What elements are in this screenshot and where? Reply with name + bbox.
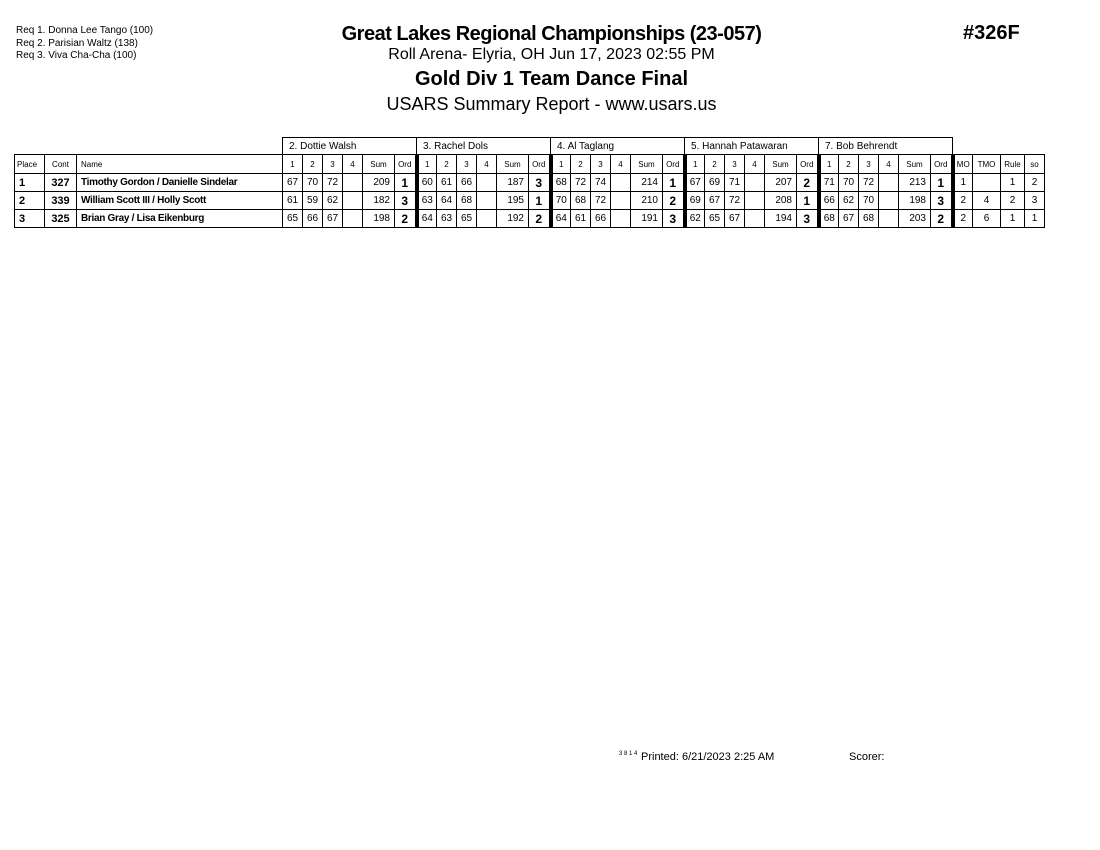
score-cell [611, 192, 631, 210]
judge-header: 5. Hannah Patawaran [685, 138, 819, 155]
scorer-label: Scorer: [849, 751, 885, 763]
score-cell: 70 [859, 192, 879, 210]
mo-cell: 2 [953, 210, 973, 228]
col-score-1: 1 [819, 155, 839, 174]
score-cell: 61 [571, 210, 591, 228]
col-score-3: 3 [457, 155, 477, 174]
report-header [300, 22, 803, 116]
col-score-2: 2 [303, 155, 323, 174]
ordinal-cell: 3 [529, 174, 551, 192]
col-score-3: 3 [859, 155, 879, 174]
score-cell: 69 [705, 174, 725, 192]
so-cell: 1 [1025, 210, 1045, 228]
score-cell: 67 [725, 210, 745, 228]
place-cell: 3 [15, 210, 45, 228]
col-score-3: 3 [725, 155, 745, 174]
score-cell: 70 [303, 174, 323, 192]
col-sum: Sum [631, 155, 663, 174]
sum-cell: 203 [899, 210, 931, 228]
col-tmo: TMO [973, 155, 1001, 174]
place-cell: 2 [15, 192, 45, 210]
sum-cell: 182 [363, 192, 395, 210]
score-cell: 63 [437, 210, 457, 228]
score-cell [745, 192, 765, 210]
col-cont: Cont [45, 155, 77, 174]
score-cell [477, 174, 497, 192]
sum-cell: 195 [497, 192, 529, 210]
score-cell: 72 [725, 192, 745, 210]
score-cell [611, 174, 631, 192]
score-cell: 66 [303, 210, 323, 228]
col-score-1: 1 [417, 155, 437, 174]
sum-cell: 213 [899, 174, 931, 192]
score-cell: 62 [839, 192, 859, 210]
col-place: Place [15, 155, 45, 174]
footer-code: 3 8 1 4 [619, 751, 638, 757]
event-name: Gold Div 1 Team Dance Final [414, 68, 689, 90]
score-cell: 68 [551, 174, 571, 192]
score-cell: 67 [685, 174, 705, 192]
judge-header: 2. Dottie Walsh [283, 138, 417, 155]
judge-header: 7. Bob Behrendt [819, 138, 953, 155]
table-row [15, 192, 1045, 210]
col-score-1: 1 [685, 155, 705, 174]
score-cell: 63 [417, 192, 437, 210]
score-cell [343, 210, 363, 228]
ordinal-cell: 1 [931, 174, 953, 192]
skater-names: Timothy Gordon / Danielle Sindelar [77, 174, 283, 192]
score-cell: 66 [457, 174, 477, 192]
ordinal-cell: 2 [529, 210, 551, 228]
requirements-list [16, 25, 153, 63]
score-cell: 61 [437, 174, 457, 192]
score-cell: 64 [551, 210, 571, 228]
score-cell: 70 [839, 174, 859, 192]
printed-timestamp: Printed: 6/21/2023 2:25 AM [641, 751, 775, 763]
score-cell: 67 [705, 192, 725, 210]
col-score-1: 1 [551, 155, 571, 174]
requirement-2: Req 2. Parisian Waltz (138) [16, 37, 138, 49]
ordinal-cell: 3 [395, 192, 417, 210]
score-cell: 62 [685, 210, 705, 228]
rule-cell: 1 [1001, 174, 1025, 192]
score-cell: 67 [323, 210, 343, 228]
col-score-2: 2 [571, 155, 591, 174]
score-cell: 62 [323, 192, 343, 210]
score-cell [879, 192, 899, 210]
score-cell [343, 174, 363, 192]
col-score-4: 4 [745, 155, 765, 174]
score-cell [879, 210, 899, 228]
competition-title: Great Lakes Regional Championships (23-057) [341, 23, 762, 45]
report-name: USARS Summary Report - www.usars.us [386, 94, 717, 114]
score-cell: 72 [591, 192, 611, 210]
sum-cell: 198 [363, 210, 395, 228]
ordinal-cell: 1 [529, 192, 551, 210]
table-row [15, 174, 1045, 192]
ordinal-cell: 3 [931, 192, 953, 210]
ordinal-cell: 1 [797, 192, 819, 210]
judges-header-row [15, 138, 1045, 155]
score-cell: 72 [859, 174, 879, 192]
score-cell: 71 [725, 174, 745, 192]
score-cell [477, 192, 497, 210]
col-ord: Ord [663, 155, 685, 174]
col-score-4: 4 [879, 155, 899, 174]
venue-date: Roll Arena- Elyria, OH Jun 17, 2023 02:55 PM [388, 46, 715, 63]
requirement-1: Req 1. Donna Lee Tango (100) [16, 25, 154, 36]
col-mo: MO [953, 155, 973, 174]
score-cell: 65 [705, 210, 725, 228]
score-cell: 72 [323, 174, 343, 192]
score-cell: 59 [303, 192, 323, 210]
col-ord: Ord [797, 155, 819, 174]
col-so: so [1025, 155, 1045, 174]
ordinal-cell: 2 [395, 210, 417, 228]
contestant-number: 325 [45, 210, 77, 228]
skater-names: Brian Gray / Lisa Eikenburg [77, 210, 283, 228]
col-score-4: 4 [611, 155, 631, 174]
ordinal-cell: 2 [663, 192, 685, 210]
score-cell: 66 [819, 192, 839, 210]
rule-cell: 1 [1001, 210, 1025, 228]
requirement-3: Req 3. Viva Cha-Cha (100) [16, 50, 137, 61]
sum-cell: 210 [631, 192, 663, 210]
score-cell: 64 [437, 192, 457, 210]
score-cell: 70 [551, 192, 571, 210]
table-row [15, 210, 1045, 228]
sum-cell: 191 [631, 210, 663, 228]
col-score-2: 2 [437, 155, 457, 174]
score-cell: 65 [283, 210, 303, 228]
sum-cell: 214 [631, 174, 663, 192]
ordinal-cell: 1 [663, 174, 685, 192]
score-cell: 74 [591, 174, 611, 192]
rule-cell: 2 [1001, 192, 1025, 210]
col-score-3: 3 [591, 155, 611, 174]
contestant-number: 327 [45, 174, 77, 192]
skater-names: William Scott III / Holly Scott [77, 192, 283, 210]
score-cell [343, 192, 363, 210]
ordinal-cell: 2 [797, 174, 819, 192]
score-cell: 68 [859, 210, 879, 228]
col-ord: Ord [529, 155, 551, 174]
col-score-3: 3 [323, 155, 343, 174]
score-cell: 71 [819, 174, 839, 192]
ordinal-cell: 3 [797, 210, 819, 228]
col-score-4: 4 [343, 155, 363, 174]
event-id: #326F [963, 22, 1020, 44]
score-cell: 61 [283, 192, 303, 210]
tmo-cell [973, 174, 1001, 192]
sum-cell: 208 [765, 192, 797, 210]
sum-cell: 209 [363, 174, 395, 192]
col-score-2: 2 [839, 155, 859, 174]
sum-cell: 187 [497, 174, 529, 192]
judge-header: 3. Rachel Dols [417, 138, 551, 155]
score-cell: 64 [417, 210, 437, 228]
sum-cell: 194 [765, 210, 797, 228]
col-ord: Ord [395, 155, 417, 174]
col-sum: Sum [765, 155, 797, 174]
ordinal-cell: 3 [663, 210, 685, 228]
score-cell [745, 174, 765, 192]
col-ord: Ord [931, 155, 953, 174]
so-cell: 2 [1025, 174, 1045, 192]
score-cell: 68 [819, 210, 839, 228]
column-header-row [15, 155, 1045, 174]
score-cell: 72 [571, 174, 591, 192]
score-cell: 69 [685, 192, 705, 210]
col-sum: Sum [899, 155, 931, 174]
mo-cell: 1 [953, 174, 973, 192]
score-cell: 60 [417, 174, 437, 192]
tmo-cell: 6 [973, 210, 1001, 228]
sum-cell: 198 [899, 192, 931, 210]
contestant-number: 339 [45, 192, 77, 210]
score-cell: 66 [591, 210, 611, 228]
col-rule: Rule [1001, 155, 1025, 174]
ordinal-cell: 2 [931, 210, 953, 228]
col-sum: Sum [363, 155, 395, 174]
sum-cell: 207 [765, 174, 797, 192]
col-score-1: 1 [283, 155, 303, 174]
score-cell: 68 [457, 192, 477, 210]
score-cell [879, 174, 899, 192]
col-name: Name [77, 155, 283, 174]
place-cell: 1 [15, 174, 45, 192]
col-score-2: 2 [705, 155, 725, 174]
score-cell [611, 210, 631, 228]
mo-cell: 2 [953, 192, 973, 210]
so-cell: 3 [1025, 192, 1045, 210]
score-cell: 68 [571, 192, 591, 210]
ordinal-cell: 1 [395, 174, 417, 192]
col-score-4: 4 [477, 155, 497, 174]
score-cell [745, 210, 765, 228]
col-sum: Sum [497, 155, 529, 174]
results-table [14, 137, 1045, 228]
sum-cell: 192 [497, 210, 529, 228]
score-cell [477, 210, 497, 228]
judge-header: 4. Al Taglang [551, 138, 685, 155]
tmo-cell: 4 [973, 192, 1001, 210]
score-cell: 67 [839, 210, 859, 228]
score-cell: 65 [457, 210, 477, 228]
score-cell: 67 [283, 174, 303, 192]
